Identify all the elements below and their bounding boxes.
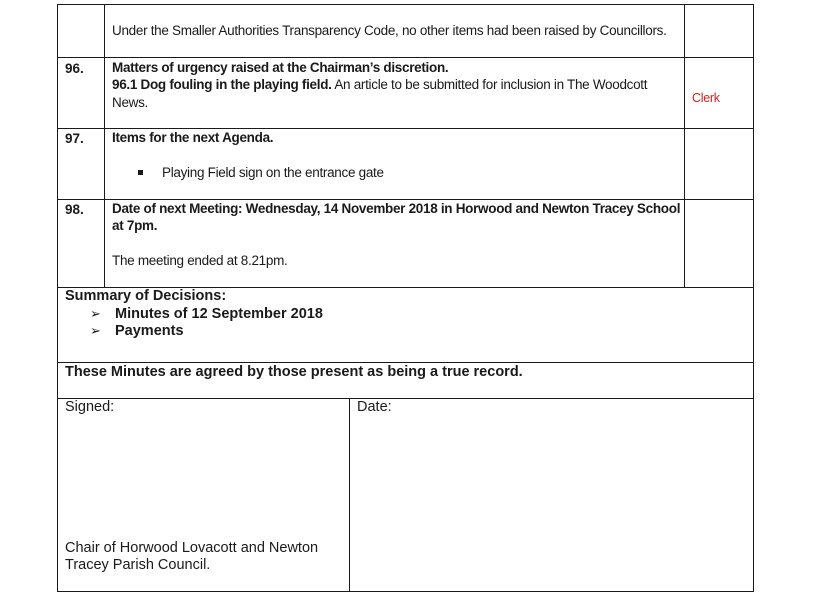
summary-item: Payments — [115, 323, 184, 339]
item-98-heading: Date of next Meeting: Wednesday, 14 November 2018 in Horwood and Newton Tracey School — [112, 201, 681, 216]
item-number-97: 97. — [65, 131, 84, 146]
table-rule — [684, 4, 685, 288]
table-rule — [57, 591, 754, 592]
date-label: Date: — [357, 399, 392, 415]
table-rule — [57, 4, 58, 592]
table-rule — [57, 199, 754, 200]
table-rule — [57, 4, 754, 5]
chair-title-line-2: Tracey Parish Council. — [65, 557, 211, 573]
action-owner: Clerk — [692, 91, 720, 105]
table-rule — [57, 362, 754, 363]
item-96-detail — [112, 77, 647, 92]
item-96-heading: Matters of urgency raised at the Chairman’s discretion. — [112, 60, 449, 75]
chair-title-line-1: Chair of Horwood Lovacott and Newton — [65, 540, 319, 556]
agreement-statement: These Minutes are agreed by those present as being a true record. — [65, 364, 523, 380]
item-number-96: 96. — [65, 61, 84, 76]
item-number-98: 98. — [65, 202, 84, 217]
summary-title: Summary of Decisions: — [65, 288, 227, 304]
table-rule — [753, 4, 754, 592]
square-bullet-icon — [138, 170, 143, 175]
item-96-sub-text: An article to be submitted for inclusion in The Woodcott — [331, 77, 648, 92]
item-96-sub-text-cont: News. — [112, 95, 149, 110]
table-rule — [349, 398, 350, 592]
item-96-sub-heading: 96.1 Dog fouling in the playing field. — [112, 77, 332, 92]
arrow-bullet-icon: ➢ — [90, 323, 101, 338]
table-rule — [57, 57, 754, 58]
table-rule — [57, 128, 754, 129]
summary-item: Minutes of 12 September 2018 — [115, 306, 323, 322]
item-97-bullet: Playing Field sign on the entrance gate — [162, 165, 384, 180]
table-rule — [104, 4, 105, 288]
table-rule — [57, 398, 754, 399]
item-97-heading: Items for the next Agenda. — [112, 130, 274, 145]
previous-item-text: Under the Smaller Authorities Transparency Code, no other items had been raised by Councillors. — [112, 23, 667, 38]
signed-label: Signed: — [65, 399, 115, 415]
meeting-end-time: The meeting ended at 8.21pm. — [112, 253, 288, 268]
item-98-heading-cont: at 7pm. — [112, 218, 158, 233]
arrow-bullet-icon: ➢ — [90, 306, 101, 321]
